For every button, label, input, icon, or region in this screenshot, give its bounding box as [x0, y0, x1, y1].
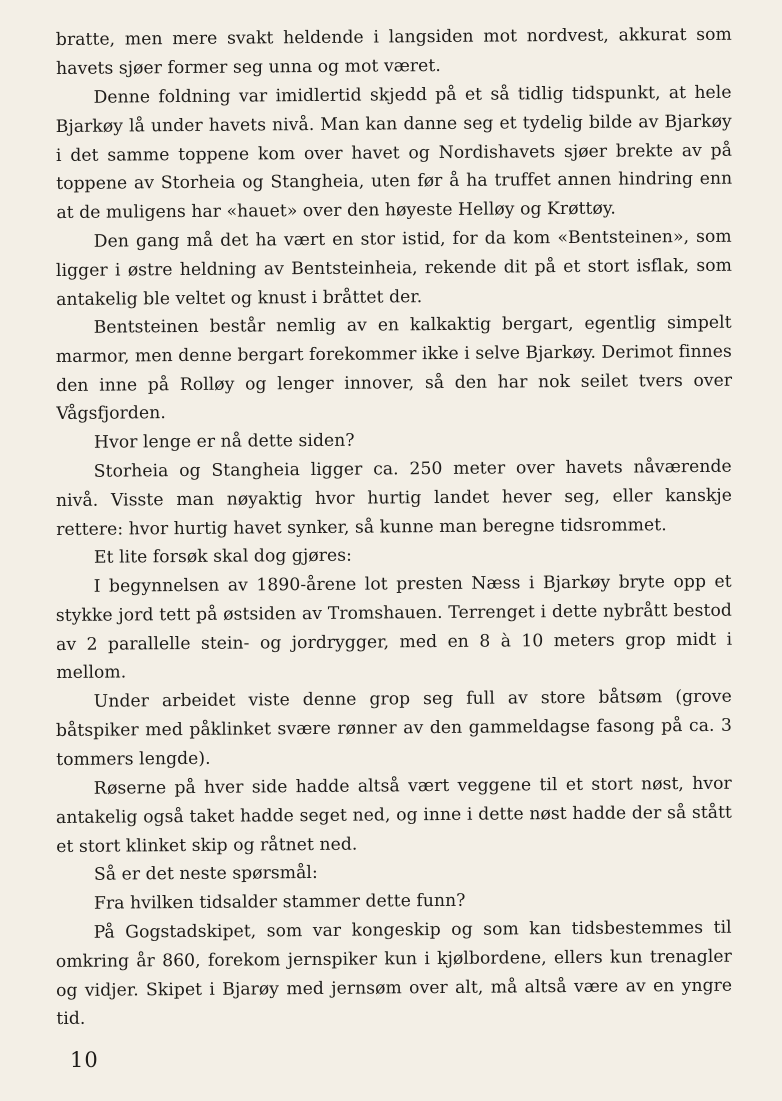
paragraph: Bentsteinen består nemlig av en kalkaktig bergart, egentlig simpelt marmor, men denne bergart forekommer ikke i selve Bjarkøy. Derimot finnes den inne på Rolløy og lenger innover, så den har nok seilet tvers over Vågsfjorden.: [55, 312, 733, 425]
paragraph: Under arbeidet viste denne grop seg full av store båtsøm (grove båtspiker med påklinket svære rønner av den gammeldagse fasong på ca. 3 tommers lengde).: [55, 687, 733, 770]
paragraph: Hvor lenge er nå dette siden?: [93, 430, 355, 453]
paragraph: Den gang må det ha vært en stor istid, for da kom «Bentsteinen», som ligger i østre heldning av Bentsteinheia, rekende dit på et stort isflak, som antakelig ble veltet og knust i bråttet der.: [55, 226, 733, 310]
paragraph: Denne foldning var imidlertid skjedd på et så tidlig tidspunkt, at hele Bjarkøy lå under havets nivå. Man kan danne seg et tydelig bilde av Bjarkøy i det samme toppene kom over havet og Nordishavets sjøer brekte av på toppene av Storheia og Stangheia, uten før å ha truffet annen hindring enn at de muligens har «hauet» over den høyeste Helløy og Krøttøy.: [55, 82, 733, 223]
paragraph: Fra hvilken tidsalder stammer dette funn?: [93, 890, 466, 914]
paragraph: Et lite forsøk skal dog gjøres:: [93, 546, 352, 569]
paragraph: På Gogstadskipet, som var kongeskip og som kan tidsbestemmes til omkring år 860, forekom jernspiker kun i kjølbordene, ellers kun trenagler og vidjer. Skipet i Bjarøy med jernsøm over alt, må altså være av en yngre tid.: [55, 917, 733, 1030]
paragraph: Røserne på hver side hadde altså vært veggene til et stort nøst, hvor antakelig også taket hadde seget ned, og inne i dette nøst hadde der så stått et stort klinket skip og råtnet ned.: [55, 773, 733, 857]
page-number: 10: [70, 1048, 99, 1072]
paragraph: Så er det neste spørsmål:: [93, 863, 318, 885]
body-text: [56, 26, 732, 1034]
paragraph: I begynnelsen av 1890-årene lot presten Næss i Bjarkøy bryte opp et stykke jord tett på østsiden av Tromshauen. Terrenget i dette nybrått bestod av 2 parallelle stein- og jordrygger, med en 8 à 10 meters grop midt i mellom.: [55, 571, 733, 684]
paragraph: bratte, men mere svakt heldende i langsiden mot nordvest, akkurat som havets sjøer former seg unna og mot været.: [55, 24, 732, 79]
paragraph: Storheia og Stangheia ligger ca. 250 meter over havets nåværende nivå. Visste man nøyaktig hvor hurtig landet hever seg, eller kanskje rettere: hvor hurtig havet synker, så kunne man beregne tidsrommet.: [55, 456, 733, 540]
